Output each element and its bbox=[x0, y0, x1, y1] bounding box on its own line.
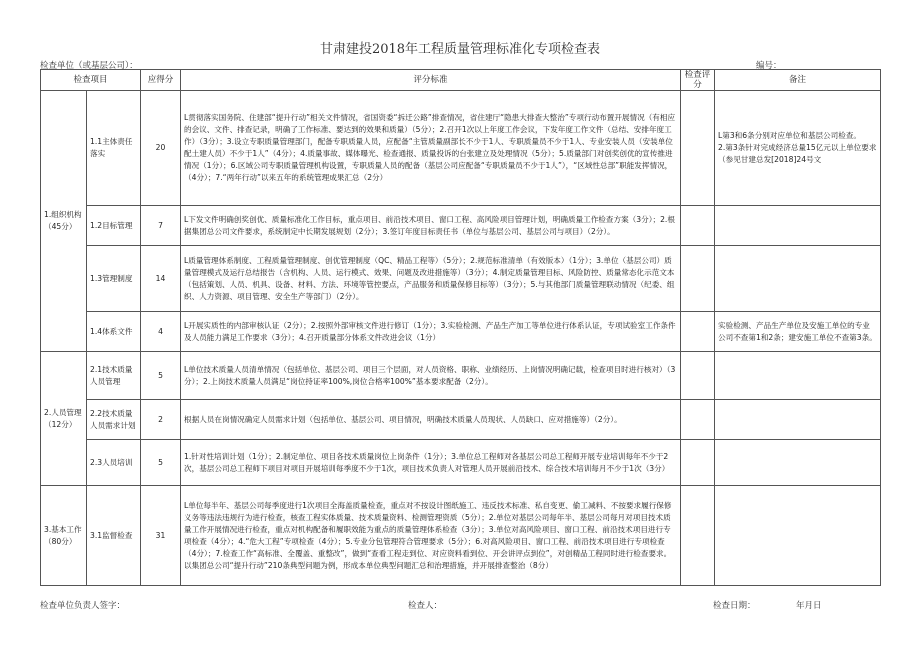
category-cell: 2.人员管理（12分） bbox=[41, 352, 87, 486]
sub-item-cell: 3.1监督检查 bbox=[87, 486, 141, 586]
col-header-check-score: 检查评分 bbox=[681, 70, 715, 91]
remarks-cell bbox=[715, 352, 881, 400]
check-score-cell[interactable] bbox=[681, 206, 715, 246]
check-score-cell[interactable] bbox=[681, 312, 715, 352]
check-score-cell[interactable] bbox=[681, 91, 715, 206]
inspection-date-label: 检查日期： bbox=[713, 601, 756, 611]
number-label: 编号： bbox=[756, 61, 782, 71]
table-header-row bbox=[41, 70, 881, 91]
criteria-cell: L单位技术质量人员清单情况（包括单位、基层公司、项目三个层面，对人员资格、职称、业绩经历、上岗情况明确记载，检查项目时进行核对）（3分）；2.上岗技术质量人员满足“岗位持证率100%,岗位合格率100%”基本要求配备（2分）。 bbox=[181, 352, 681, 400]
sub-item-cell: 2.3人员培训 bbox=[87, 440, 141, 486]
criteria-cell: L单位每半年、基层公司每季度进行1次项目全海盖质量检查，重点对不按设计图纸施工、违反技术标准、私自变更、偷工减料、不按要求履行保修义务等违法违规行为进行检查，核查工程实体质量、技术质量资料、检测管理资质（5分）；2.单位对基层公司每年半、基层公司每月对项目技术质量工作开展情况进行检查，重点对机构配备和履职效能为重点的质量管理体系检查（3分）；3.单位对高风险项目、窗口工程、前沿技术项目进行专项检查（4分）；4.“危大工程”专项检查（4分）；5.专业分包管理符合管理要求（5分）；6.对高风险项目、窗口工程、前沿技术项目进行专项检查（4分）；7.检查工作“高标准、全覆盖、重整改”，做到“查看工程走到位、对应资料看到位、开会讲评点到位”，对创精品工程同时进行检查要求。以集团总公司“提升行动”210条典型问题为例，形成本单位典型问题汇总和治理措施，并开展排查整治（8分） bbox=[181, 486, 681, 586]
remarks-cell bbox=[715, 486, 881, 586]
inspection-unit-label: 检查单位（或基层公司）： bbox=[40, 61, 138, 71]
table-row bbox=[41, 206, 881, 246]
criteria-cell: 1.针对性培训计划（1分）；2.制定单位、项目各技术质量岗位上岗条件（1分）；3.单位总工程师对各基层公司总工程师开展专业培训每年不少于2次，基层公司总工程师下项目对项目开展培训每季度不少于1次，项目技术负责人对管理人员开展前沿技术、综合技术培训每月不少于1次（3分） bbox=[181, 440, 681, 486]
score-cell: 2 bbox=[141, 400, 181, 440]
remarks-cell: L第3和6条分别对应单位和基层公司检查。 2.第3条针对完成经济总量15亿元以上单位要求（参见甘建总发[2018]24号文 bbox=[715, 91, 881, 206]
category-cell: 1.组织机构（45分） bbox=[41, 91, 87, 352]
sub-item-cell: 1.2目标管理 bbox=[87, 206, 141, 246]
category-cell: 3.基本工作（80分） bbox=[41, 486, 87, 586]
score-cell: 5 bbox=[141, 352, 181, 400]
sub-item-cell: 1.4体系文件 bbox=[87, 312, 141, 352]
check-score-cell[interactable] bbox=[681, 486, 715, 586]
col-header-remarks: 备注 bbox=[715, 70, 881, 91]
check-score-cell[interactable] bbox=[681, 352, 715, 400]
remarks-cell bbox=[715, 246, 881, 312]
sub-item-cell: 2.2技术质量人员需求计划 bbox=[87, 400, 141, 440]
table-row bbox=[41, 486, 881, 586]
sub-item-cell: 1.1主体责任落实 bbox=[87, 91, 141, 206]
col-header-criteria: 评分标准 bbox=[181, 70, 681, 91]
criteria-cell: L开展实质性的内部审核认证（2分）；2.按照外部审核文件进行修订（1分）；3.实验检测、产品生产加工等单位进行体系认证，专项试验室工作条件及人员能力满足工作要求（3分）；4.召开质量部分体系文件改进会议（1分） bbox=[181, 312, 681, 352]
inspection-date-value: 年月日 bbox=[796, 601, 822, 611]
remarks-cell: 实验检测、产品生产单位及安施工单位的专业公司不查第1和2条；建安施工单位不查第3条。 bbox=[715, 312, 881, 352]
table-row bbox=[41, 352, 881, 400]
criteria-cell: 根据人员在岗情况确定人员需求计划（包括单位、基层公司、项目情况，明确技术质量人员现状、人员缺口、应对措施等）（2分）。 bbox=[181, 400, 681, 440]
score-cell: 31 bbox=[141, 486, 181, 586]
score-cell: 4 bbox=[141, 312, 181, 352]
criteria-cell: L下发文件明确创奖创优、质量标准化工作目标，重点项目、前沿技术项目、窗口工程、高风险项目管理计划，明确质量工作检查方案（3分）；2.根据集团总公司文件要求，系统制定中长期发展规划（2分）；3.签订年度目标责任书（单位与基层公司、基层公司与项目）（2分）。 bbox=[181, 206, 681, 246]
score-cell: 20 bbox=[141, 91, 181, 206]
score-cell: 5 bbox=[141, 440, 181, 486]
col-header-score: 应得分 bbox=[141, 70, 181, 91]
check-score-cell[interactable] bbox=[681, 246, 715, 312]
inspection-table bbox=[40, 69, 881, 586]
col-header-item: 检查项目 bbox=[41, 70, 141, 91]
remarks-cell bbox=[715, 206, 881, 246]
check-score-cell[interactable] bbox=[681, 440, 715, 486]
criteria-cell: L贯彻落实国务院、住建部“提升行动”相关文件情况，省国资委“拆迁公路”排查情况，省住建厅“隐患大排查大整治”专项行动布置开展情况（有相应的会议、文件、排查记录，明确了工作标准、要达到的效果和质量）（5分）；2.召开1次以上年度工作会议，下发年度工作文件（总结、安排年度工作）（3分）；3.设立专职质量管理部门，配备专职质量人员，应配备“主管质量副部长不少于1人、专职质量员不少于1人、专业安装人员（安装单位配土建人员）不少于1人”（4分）；4.质量事故、媒体曝光、检查通报、质量投诉的台张建立及处理情况（5分）；5.质量部门对创奖创优的宣传推进情况（1分）；6.区域公司专职质量管理机构设置，专职质量人员的配备（基层公司应配备“专职质量员不少于1人”），“区域性总部”职能发挥情况，（4分）；7.“两年行动”以来五年的系统管理成果汇总（2分） bbox=[181, 91, 681, 206]
inspector-label: 检查人： bbox=[408, 601, 443, 611]
table-row bbox=[41, 440, 881, 486]
remarks-cell bbox=[715, 440, 881, 486]
page-title: 甘肃建投2018年工程质量管理标准化专项检查表 bbox=[319, 42, 601, 57]
unit-head-signature-label: 检查单位负责人签字： bbox=[40, 601, 126, 611]
check-score-cell[interactable] bbox=[681, 400, 715, 440]
table-row bbox=[41, 312, 881, 352]
score-cell: 14 bbox=[141, 246, 181, 312]
score-cell: 7 bbox=[141, 206, 181, 246]
sub-item-cell: 2.1技术质量人员管理 bbox=[87, 352, 141, 400]
remarks-cell bbox=[715, 400, 881, 440]
table-row bbox=[41, 400, 881, 440]
sub-item-cell: 1.3管理制度 bbox=[87, 246, 141, 312]
table-row bbox=[41, 91, 881, 206]
table-row bbox=[41, 246, 881, 312]
criteria-cell: L质量管理体系制度、工程质量管理制度、创优管理制度（QC、精品工程等）（5分）；2.规范标准清单（有效版本）（1分）；3.单位（基层公司）质量管理模式及运行总结报告（含机构、人员、运行模式、效果、问题及改进措施等）（3分）；4.制定质量管理目标、风险防控、质量常态化示范文本（包括策划、人员、机具、设备、材料、方法、环境等管控要点，产品服务和质量保修目标等）（3分）；5.与其他部门质量管理联动情况（纪委、组织、人力资源、项目管理、安全生产等部门）（2分）。 bbox=[181, 246, 681, 312]
